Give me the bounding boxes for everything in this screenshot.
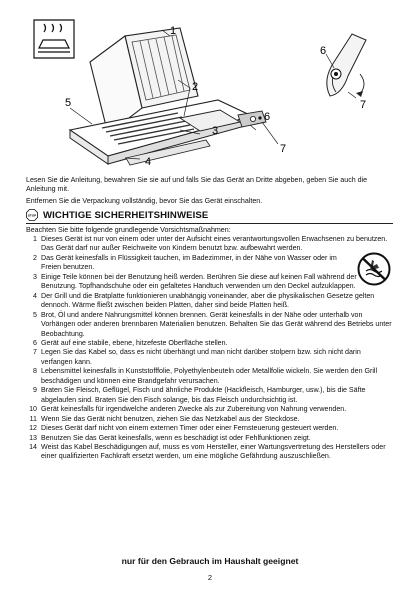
- list-item-text: Gerät auf eine stabile, ebene, hitzefeste Oberfläche stellen.: [41, 338, 228, 347]
- list-item: [22, 273, 394, 292]
- intro-paragraph: Lesen Sie die Anleitung, bewahren Sie sie auf und falls Sie das Gerät an Dritte abgeben, geben Sie auch die Anleitung mit.: [26, 176, 368, 194]
- list-item-text: Das Gerät keinesfalls in Flüssigkeit tauchen, im Badezimmer, in der Nähe von Wasser oder im Freien benutzen.: [41, 253, 337, 272]
- list-item-number: 12: [29, 424, 37, 433]
- list-item-number: 5: [33, 310, 37, 319]
- list-item-text: Weist das Kabel Beschädigungen auf, muss es vom Hersteller, einer Wartungsvertretung des Herstellers oder einer qualifizierten Fachkraft ersetzt werden, um eine mögliche Gefährdung auszuschließen.: [41, 442, 386, 461]
- list-item: [22, 424, 394, 433]
- list-item-number: 11: [29, 414, 37, 423]
- hot-surface-warning-icon: [34, 20, 74, 58]
- list-item-text: Benutzen Sie das Gerät keinesfalls, wenn es beschädigt ist oder Fehlfunktionen zeigt.: [41, 433, 311, 442]
- grill-illustration: [30, 18, 390, 168]
- list-item-text: Legen Sie das Kabel so, dass es nicht überhängt und man nicht darüber stolpern bzw. sich nicht darin verfangen kann.: [41, 348, 361, 366]
- list-item-text: Lebensmittel keinesfalls in Kunststofffolie, Polyethylenbeuteln oder Metallfolie wickeln. Sie werden den Grill beschädigen und können eine Brandgefahr verursachen.: [41, 367, 378, 385]
- list-item-text: Brot, Öl und andere Nahrungsmittel können brennen. Gerät keinesfalls in der Nähe oder unterhalb von Vorhängen oder anderen brennbaren Materialien benutzen. Behalten Sie das Gerät während des Betriebs unter Beobachtung.: [41, 310, 392, 338]
- list-item: [22, 311, 394, 339]
- list-item: [22, 339, 394, 348]
- list-item-number: 14: [29, 442, 37, 451]
- list-item-number: 6: [33, 338, 37, 347]
- callout-2: 2: [192, 81, 199, 93]
- grill-drawing: [70, 28, 266, 165]
- list-item-text: Dieses Gerät ist nur von einem oder unter der Aufsicht eines verantwortungsvollen Erwachsenen zu benutzen. Das Gerät darf nur außer Reichweite von Kindern benutzt bzw. aufbewahrt werden.: [41, 235, 388, 253]
- page-number: 2: [207, 573, 213, 582]
- list-item: [22, 235, 394, 254]
- stop-sign-icon: [26, 209, 38, 221]
- warning-intro: Beachten Sie bitte folgende grundlegende Vorsichtsmaßnahmen:: [26, 226, 231, 234]
- list-item-text: Einige Teile können bei der Benutzung heiß werden. Berühren Sie diese auf keinen Fall während der Benutzung. Topfhandschuhe oder ein gefaltetes Handtuch verwenden um den Deckel aufzuklappen.: [41, 272, 357, 291]
- list-item-number: 13: [29, 433, 37, 442]
- list-item: [22, 367, 394, 386]
- list-item-text: Gerät keinesfalls für irgendwelche anderen Zwecke als zur Zubereitung von Nahrung verwenden.: [41, 405, 347, 414]
- safety-heading-title: WICHTIGE SICHERHEITSHINWEISE: [43, 209, 209, 221]
- list-item-number: 10: [29, 405, 37, 414]
- callout-1: 1: [170, 25, 177, 37]
- list-item-number: 1: [33, 235, 37, 243]
- household-use-note: nur für den Gebrauch im Haushalt geeignet: [121, 556, 299, 566]
- list-item: [22, 254, 394, 273]
- list-item: [22, 292, 394, 311]
- list-item-number: 7: [33, 348, 37, 357]
- intro-text: [26, 176, 396, 206]
- callout-6: 6: [264, 111, 271, 123]
- list-item-text: Dieses Gerät darf nicht von einem externen Timer oder einer Fernsteuerung gesteuert werden.: [41, 424, 339, 433]
- knob-detail-drawing: [326, 34, 366, 98]
- callout-4: 4: [145, 156, 152, 168]
- list-item-number: 9: [33, 386, 37, 395]
- list-item: [22, 386, 394, 405]
- list-item-number: 4: [33, 291, 37, 300]
- list-item-number: 8: [33, 367, 37, 376]
- callout-7: 7: [280, 143, 287, 155]
- intro-paragraph: Entfernen Sie die Verpackung vollständig, bevor Sie das Gerät einschalten.: [26, 196, 263, 205]
- no-water-immersion-icon: [357, 252, 391, 286]
- list-item: [22, 348, 394, 367]
- heading-rule: [26, 223, 393, 224]
- list-item: [22, 443, 394, 462]
- list-item: [22, 405, 394, 414]
- list-item-text: Der Grill und die Bratplatte funktionieren unabhängig voneinander, aber die physikalischen Gesetze gelten dennoch. Wärme fließt zwischen beiden Platten, daher sind beide Platten heiß.: [41, 291, 375, 310]
- safety-list: [22, 235, 394, 462]
- stop-sign-label: STOP: [27, 213, 37, 218]
- callout-6-detail: 6: [320, 45, 327, 57]
- callout-7-detail: 7: [360, 99, 367, 111]
- list-item-number: 2: [33, 253, 37, 262]
- callout-3: 3: [212, 125, 219, 137]
- callout-5: 5: [65, 97, 72, 109]
- list-item-text: Braten Sie Fleisch, Geflügel, Fisch und ähnliche Produkte (Hackfleisch, Hamburger, usw.), bis die Säfte abgelaufen sind. Braten Sie den Fisch solange, bis das Fleisch undurchsichtig ist.: [41, 386, 366, 404]
- list-item-number: 3: [33, 272, 37, 281]
- safety-heading: [26, 208, 396, 222]
- list-item-text: Wenn Sie das Gerät nicht benutzen, ziehen Sie das Netzkabel aus der Steckdose.: [41, 414, 300, 423]
- list-item: [22, 434, 394, 443]
- list-item: [22, 415, 394, 424]
